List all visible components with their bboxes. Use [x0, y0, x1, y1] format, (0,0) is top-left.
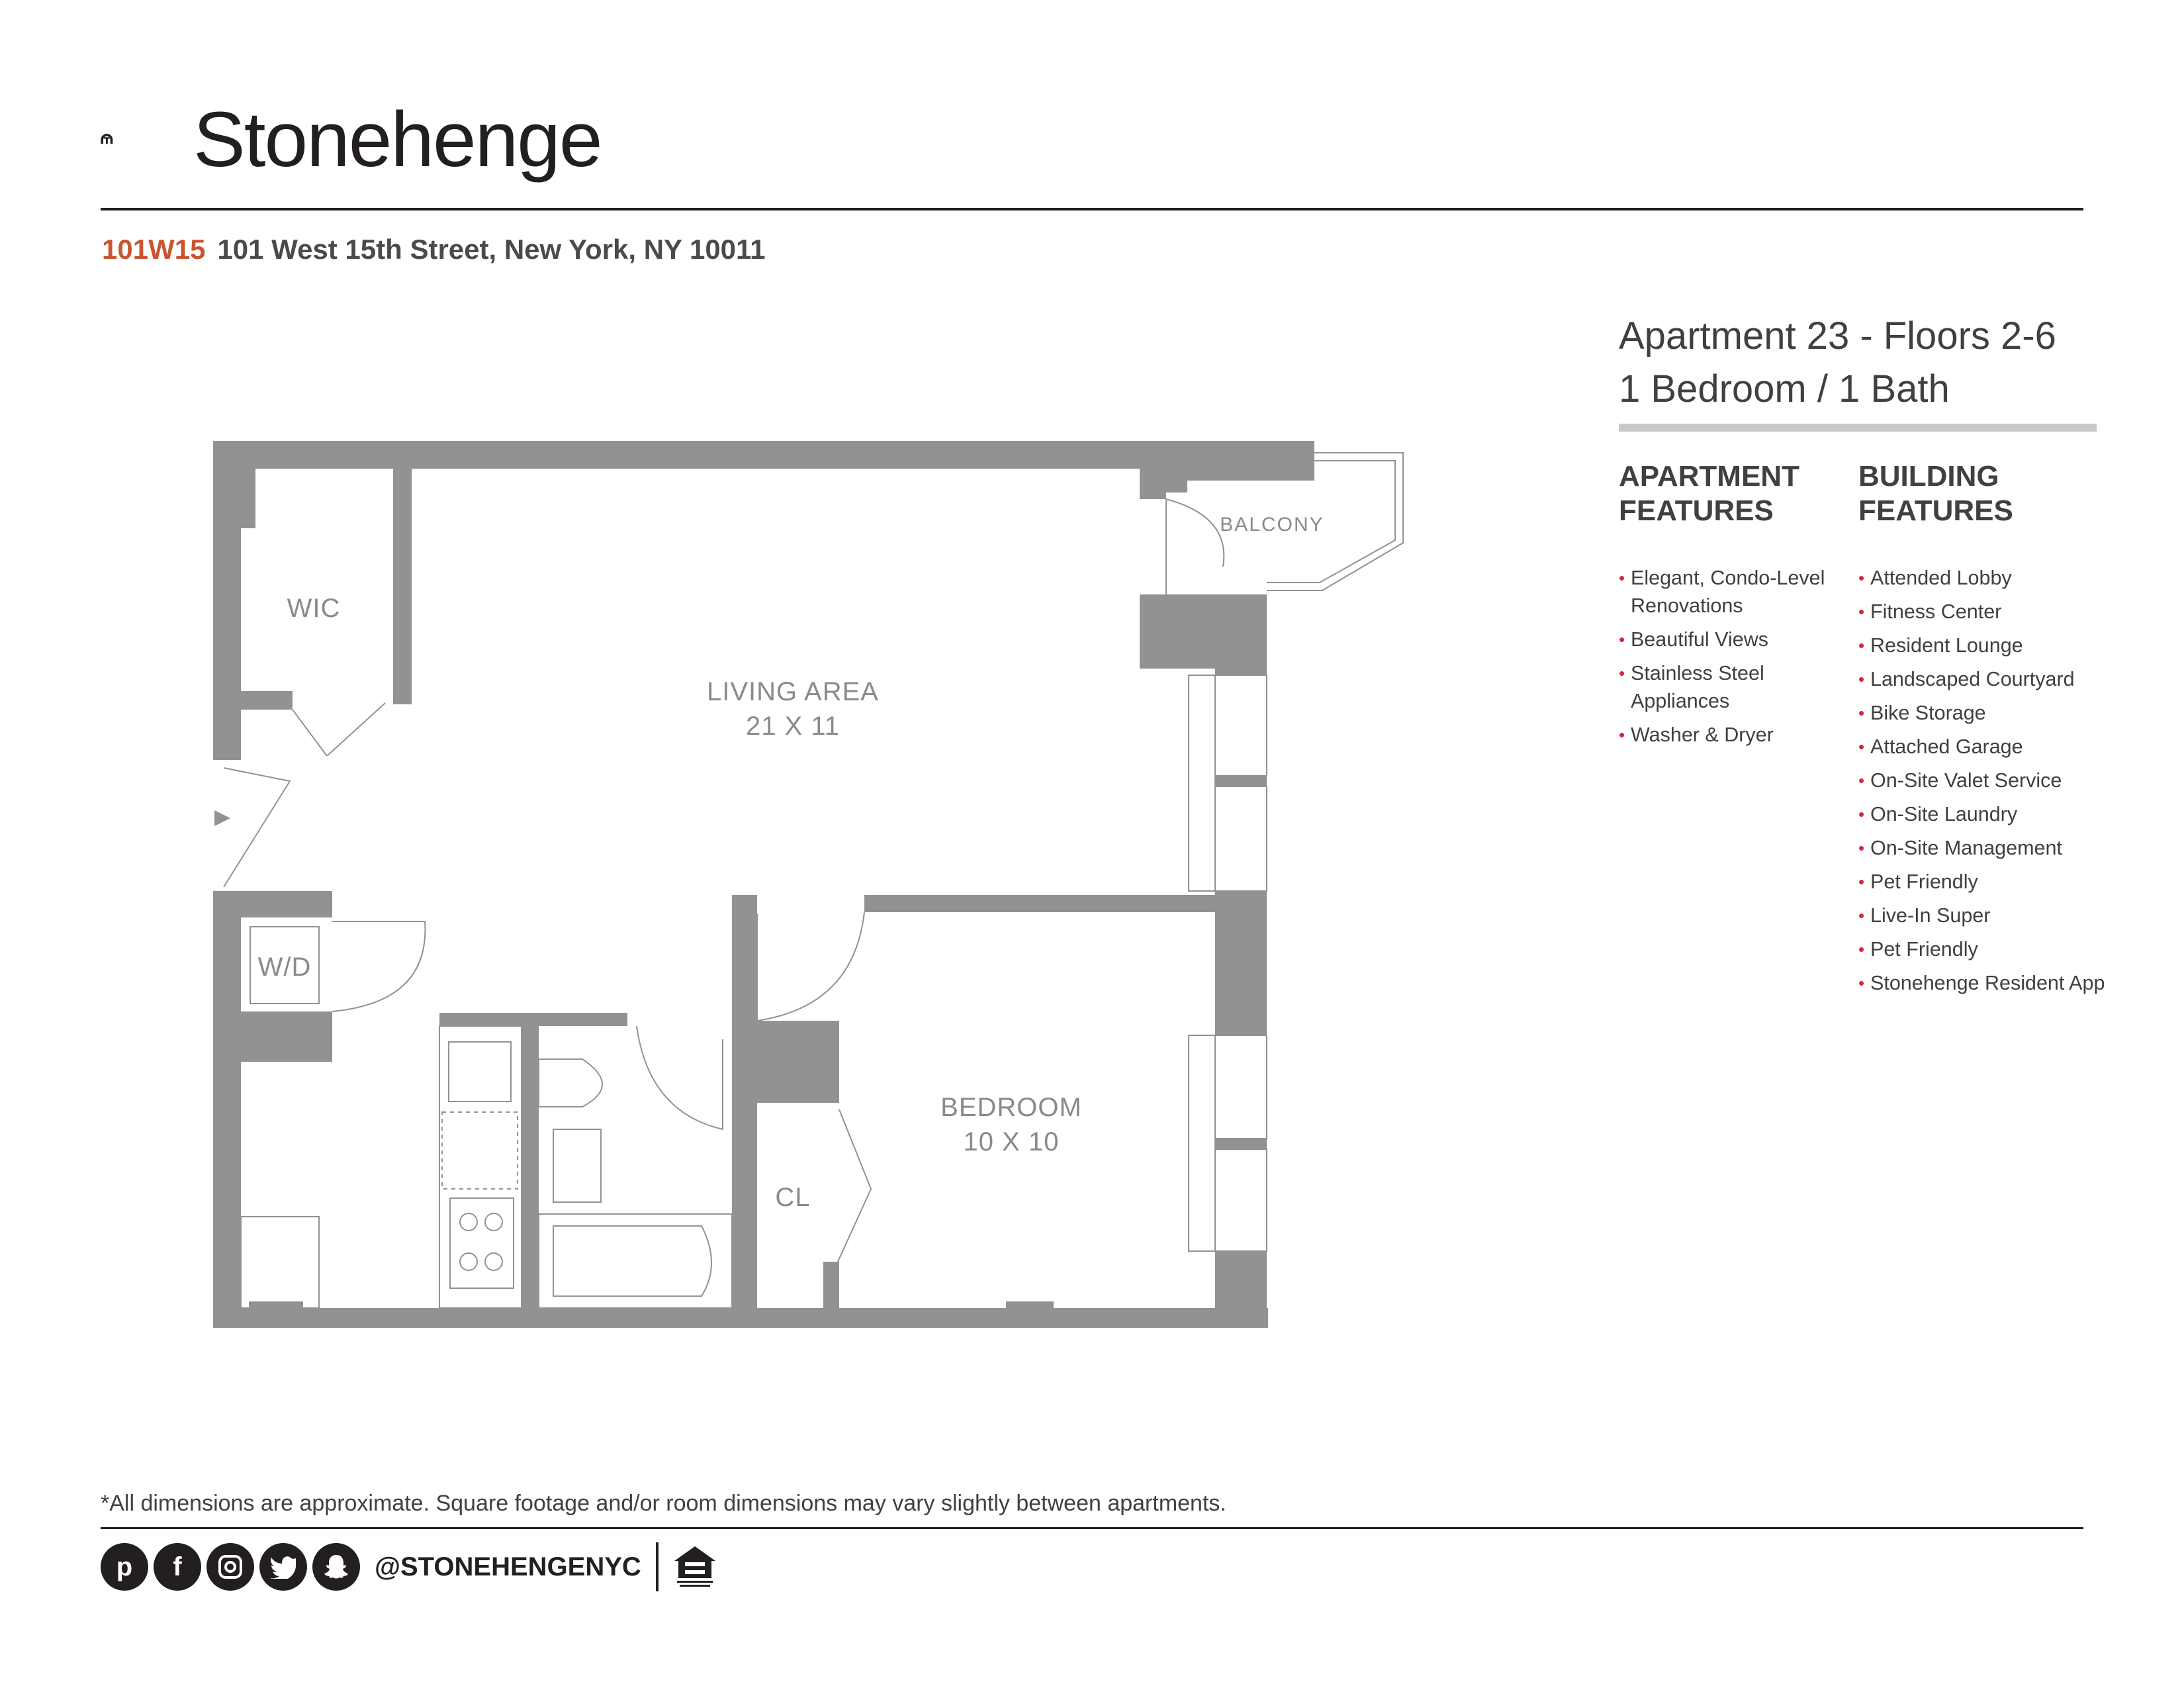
list-item: • Live-In Super — [1858, 902, 2123, 929]
list-item: • Pet Friendly — [1858, 935, 2123, 963]
address-code: 101W15 — [102, 234, 206, 265]
list-item: • On-Site Management — [1858, 834, 2123, 862]
room-label-wic: WIC — [287, 594, 341, 623]
list-item: • On-Site Valet Service — [1858, 767, 2123, 794]
list-item: • Stonehenge Resident App — [1858, 969, 2123, 997]
twitter-icon[interactable] — [259, 1543, 307, 1591]
list-item: • Stainless Steel Appliances — [1619, 659, 1852, 715]
equal-housing-opportunity-icon — [672, 1544, 718, 1590]
pinterest-icon[interactable]: p — [101, 1543, 148, 1591]
list-item: • Resident Lounge — [1858, 632, 2123, 659]
list-item: • On-Site Laundry — [1858, 800, 2123, 828]
apartment-title-line1: Apartment 23 - Floors 2-6 — [1619, 314, 2056, 357]
footer-divider — [101, 1527, 2083, 1529]
list-item: • Fitness Center — [1858, 598, 2123, 626]
disclaimer: *All dimensions are approximate. Square footage and/or room dimensions may vary slightly between apartments. — [101, 1491, 1226, 1516]
snapchat-icon[interactable] — [312, 1543, 360, 1591]
social-row — [101, 1542, 718, 1591]
social-handle[interactable]: @STONEHENGENYC — [375, 1552, 641, 1581]
building-features-heading-line2: FEATURES — [1858, 494, 2013, 527]
list-item: • Beautiful Views — [1619, 626, 1852, 653]
apartment-features-heading-line1: APARTMENT — [1619, 460, 1799, 492]
list-item: • Attached Garage — [1858, 733, 2123, 761]
floor-plan-dark-details — [214, 810, 1054, 1308]
facebook-icon[interactable]: f — [154, 1543, 201, 1591]
room-label-bedroom: BEDROOM — [940, 1093, 1082, 1122]
apartment-features-heading-line2: FEATURES — [1619, 494, 1774, 527]
floor-plan-walls — [213, 441, 1314, 1328]
list-item: • Landscaped Courtyard — [1858, 665, 2123, 693]
apartment-title-line2: 1 Bedroom / 1 Bath — [1619, 367, 1950, 410]
instagram-icon[interactable] — [206, 1543, 254, 1591]
room-dimension-bedroom: 10 X 10 — [963, 1127, 1060, 1156]
footer-separator — [656, 1542, 659, 1591]
room-label-balcony: BALCONY — [1220, 514, 1324, 536]
building-features-heading-line1: BUILDING — [1858, 460, 1999, 492]
street-address: 101 West 15th Street, New York, NY 10011 — [217, 234, 766, 265]
list-item: • Pet Friendly — [1858, 868, 2123, 896]
list-item: • Attended Lobby — [1858, 564, 2123, 592]
entry-arrow-icon — [214, 810, 230, 826]
room-label-wd: W/D — [257, 953, 312, 982]
list-item: • Bike Storage — [1858, 699, 2123, 727]
room-dimension-living-area: 21 X 11 — [746, 712, 840, 741]
room-label-closet: CL — [775, 1183, 811, 1212]
room-label-living-area: LIVING AREA — [707, 677, 879, 706]
list-item: • Elegant, Condo-Level Renovations — [1619, 564, 1852, 620]
list-item: • Washer & Dryer — [1619, 721, 1852, 749]
brand-name: Stonehenge — [193, 96, 602, 183]
